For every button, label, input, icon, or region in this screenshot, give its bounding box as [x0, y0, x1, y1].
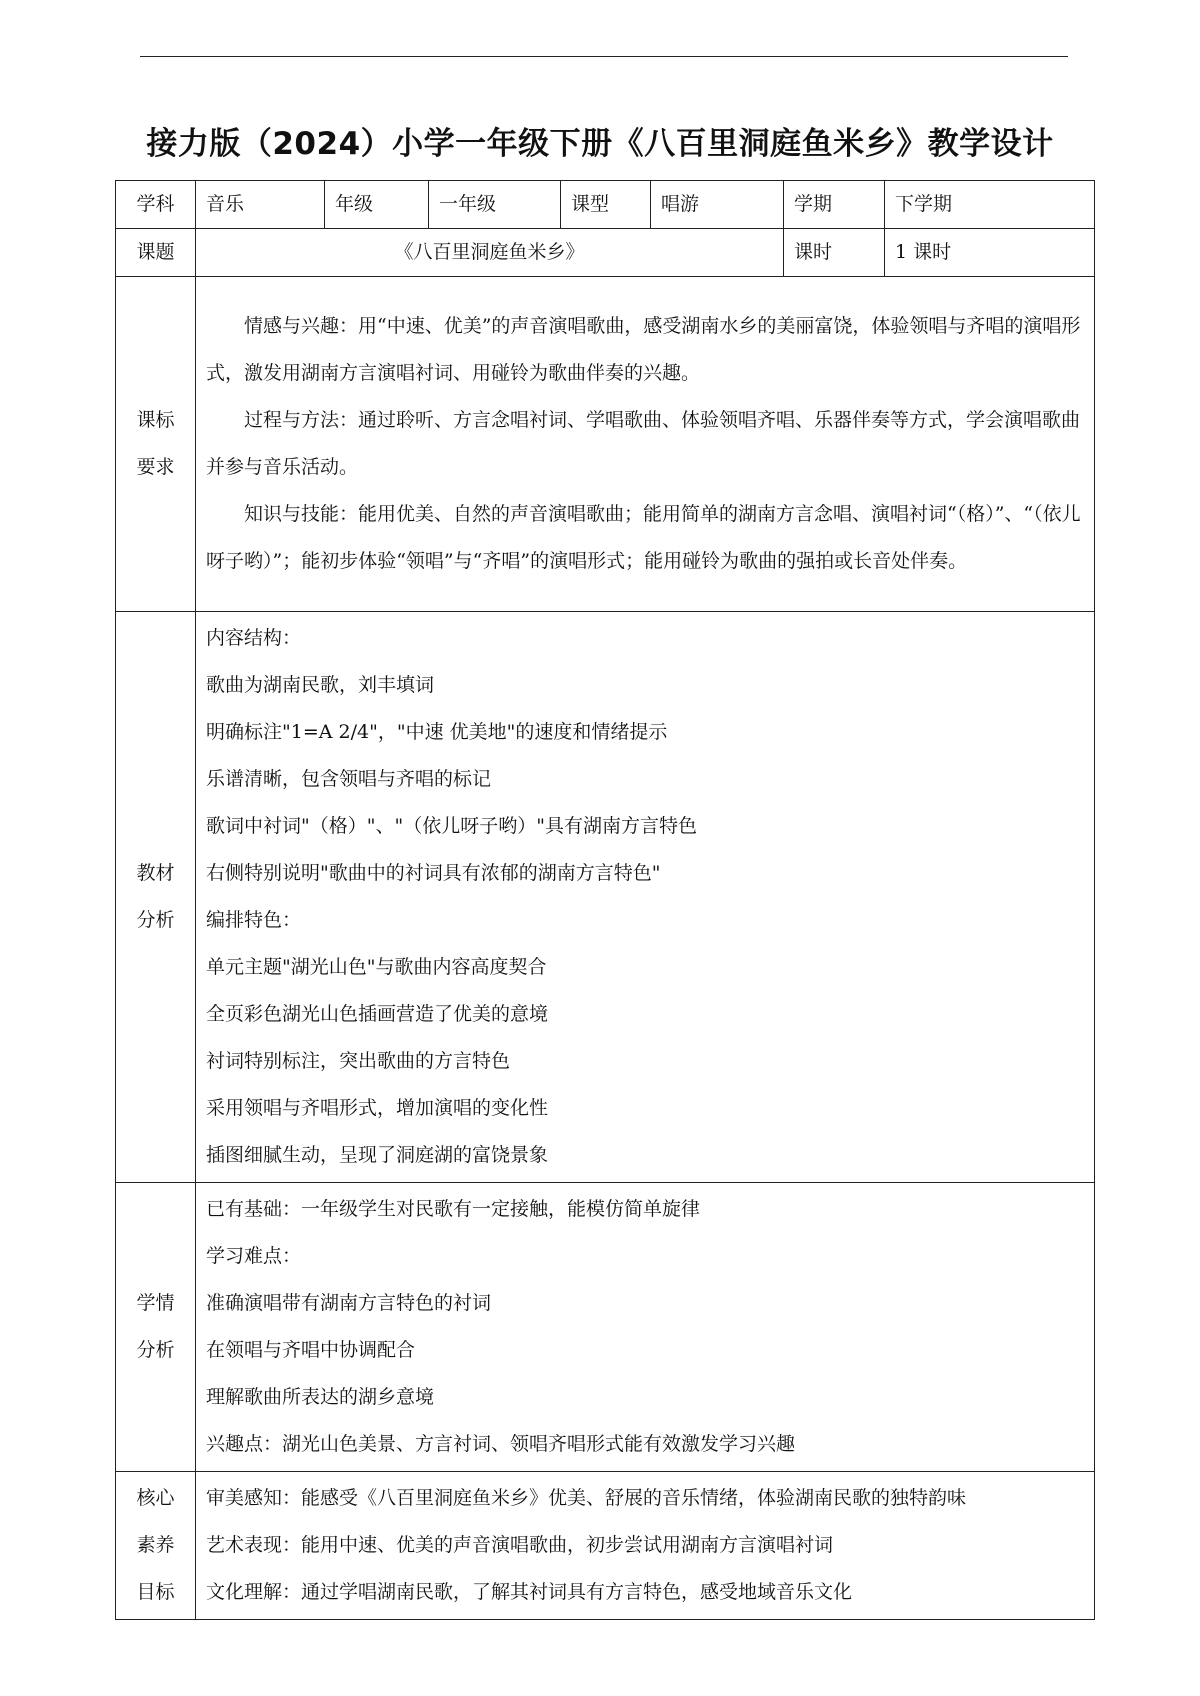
- material-row: [116, 612, 1095, 1183]
- material-line: 明确标注"1=A 2/4"，"中速 优美地"的速度和情绪提示: [206, 721, 668, 743]
- label-line: 分析: [136, 1339, 175, 1361]
- material-line: 采用领唱与齐唱形式，增加演唱的变化性: [206, 1097, 549, 1119]
- material-line: 编排特色：: [206, 909, 302, 931]
- learners-line: 在领唱与齐唱中协调配合: [206, 1339, 416, 1361]
- material-line: 单元主题"湖光山色"与歌曲内容高度契合: [206, 956, 547, 978]
- material-line: 内容结构：: [206, 627, 302, 649]
- topic-label: 课题: [116, 229, 196, 277]
- lesson-plan-table: [115, 180, 1095, 1620]
- core-line: 审美感知：能感受《八百里洞庭鱼米乡》优美、舒展的音乐情绪，体验湖南民歌的独特韵味: [206, 1487, 967, 1509]
- material-label: [116, 612, 196, 1183]
- label-line: 目标: [136, 1581, 175, 1603]
- topic-row: [116, 229, 1095, 277]
- label-line: 核心: [136, 1487, 175, 1509]
- core-line: 艺术表现：能用中速、优美的声音演唱歌曲，初步尝试用湖南方言演唱衬词: [206, 1534, 834, 1556]
- learners-line: 理解歌曲所表达的湖乡意境: [206, 1386, 435, 1408]
- term-label: 学期: [784, 181, 885, 229]
- subject-value: 音乐: [196, 181, 325, 229]
- material-line: 右侧特别说明"歌曲中的衬词具有浓郁的湖南方言特色": [206, 862, 661, 884]
- topic-value: 《八百里洞庭鱼米乡》: [196, 229, 784, 277]
- learners-content: [196, 1183, 1095, 1472]
- header-row: [116, 181, 1095, 229]
- learners-line: 学习难点：: [206, 1245, 302, 1267]
- material-line: 衬词特别标注，突出歌曲的方言特色: [206, 1050, 511, 1072]
- learners-row: [116, 1183, 1095, 1472]
- label-line: 素养: [136, 1534, 175, 1556]
- subject-label: 学科: [116, 181, 196, 229]
- core-line: 文化理解：通过学唱湖南民歌，了解其衬词具有方言特色，感受地域音乐文化: [206, 1581, 853, 1603]
- standards-row: [116, 277, 1095, 612]
- core-label: [116, 1472, 196, 1620]
- type-value: 唱游: [651, 181, 784, 229]
- material-content: [196, 612, 1095, 1183]
- material-line: 歌词中衬词"（格）"、"（依儿呀子哟）"具有湖南方言特色: [206, 815, 697, 837]
- core-row: [116, 1472, 1095, 1620]
- grade-label: 年级: [325, 181, 429, 229]
- standards-label: [116, 277, 196, 612]
- label-line: 教材: [136, 862, 175, 884]
- learners-label: [116, 1183, 196, 1472]
- document-title: 接力版（2024）小学一年级下册《八百里洞庭鱼米乡》教学设计: [146, 126, 1054, 162]
- standards-content: [196, 277, 1095, 612]
- term-value: 下学期: [885, 181, 1095, 229]
- learners-line: 准确演唱带有湖南方言特色的衬词: [206, 1292, 492, 1314]
- standards-paragraph-knowledge: 知识与技能：能用优美、自然的声音演唱歌曲；能用简单的湖南方言念唱、演唱衬词“（格）”、“（依儿呀子哟）”；能初步体验“领唱”与“齐唱”的演唱形式；能用碰铃为歌曲的强拍或长音处伴奏。: [206, 503, 1081, 572]
- learners-line: 已有基础：一年级学生对民歌有一定接触，能模仿简单旋律: [206, 1198, 701, 1220]
- label-line: 要求: [136, 456, 175, 478]
- header-rule: [140, 56, 1068, 57]
- material-line: 全页彩色湖光山色插画营造了优美的意境: [206, 1003, 549, 1025]
- hours-label: 课时: [784, 229, 885, 277]
- standards-paragraph-emotion: 情感与兴趣：用“中速、优美”的声音演唱歌曲，感受湖南水乡的美丽富饶，体验领唱与齐唱的演唱形式，激发用湖南方言演唱衬词、用碰铃为歌曲伴奏的兴趣。: [206, 315, 1081, 384]
- label-line: 分析: [136, 909, 175, 931]
- label-line: 课标: [136, 409, 175, 431]
- grade-value: 一年级: [429, 181, 561, 229]
- label-line: 学情: [136, 1292, 175, 1314]
- learners-line: 兴趣点：湖光山色美景、方言衬词、领唱齐唱形式能有效激发学习兴趣: [206, 1433, 796, 1455]
- standards-paragraph-process: 过程与方法：通过聆听、方言念唱衬词、学唱歌曲、体验领唱齐唱、乐器伴奏等方式，学会演唱歌曲并参与音乐活动。: [206, 409, 1081, 478]
- material-line: 歌曲为湖南民歌，刘丰填词: [206, 674, 435, 696]
- material-line: 乐谱清晰，包含领唱与齐唱的标记: [206, 768, 492, 790]
- type-label: 课型: [561, 181, 651, 229]
- core-content: [196, 1472, 1095, 1620]
- material-line: 插图细腻生动，呈现了洞庭湖的富饶景象: [206, 1144, 549, 1166]
- hours-value: 1 课时: [885, 229, 1095, 277]
